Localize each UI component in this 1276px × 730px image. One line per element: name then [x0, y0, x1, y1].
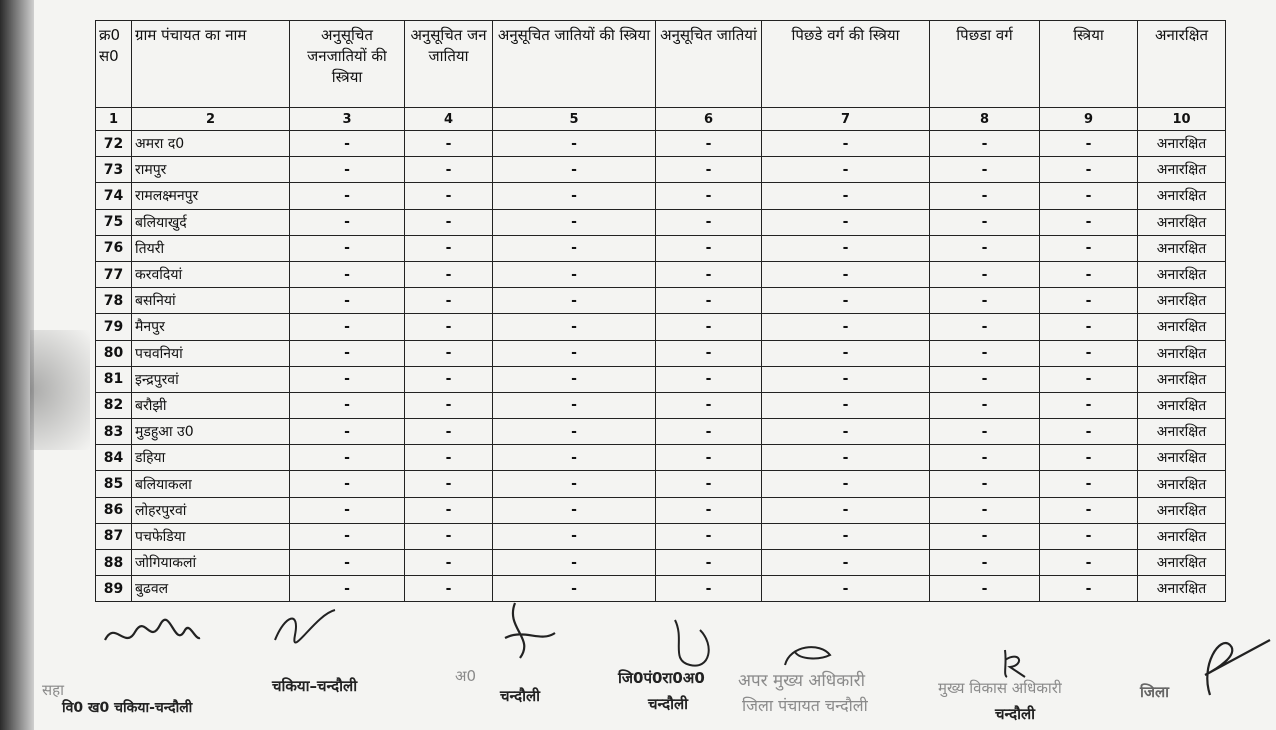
table-row [96, 314, 1226, 340]
empty-dash-cell: - [290, 261, 405, 287]
empty-dash-cell: - [656, 497, 762, 523]
footer-sig4-line2: चन्दौली [648, 695, 689, 713]
table-row [96, 261, 1226, 287]
reservation-status-cell: अनारक्षित [1138, 183, 1226, 209]
empty-dash-cell: - [656, 157, 762, 183]
reservation-status-cell: अनारक्षित [1138, 314, 1226, 340]
col-number: 3 [290, 108, 405, 131]
empty-dash-cell: - [290, 471, 405, 497]
empty-dash-cell: - [1040, 445, 1138, 471]
village-name-cell: लोहरपुरवां [132, 497, 290, 523]
table-row [96, 523, 1226, 549]
serial-number-cell: 81 [96, 366, 132, 392]
empty-dash-cell: - [290, 209, 405, 235]
empty-dash-cell: - [405, 471, 493, 497]
empty-dash-cell: - [405, 445, 493, 471]
empty-dash-cell: - [405, 261, 493, 287]
reservation-table [95, 20, 1226, 602]
footer-sig1-line2: वि0 ख0 चकिया-चन्दौली [62, 700, 193, 716]
reservation-status-cell: अनारक्षित [1138, 209, 1226, 235]
empty-dash-cell: - [762, 419, 930, 445]
village-name-cell: इन्द्रपुरवां [132, 366, 290, 392]
empty-dash-cell: - [405, 209, 493, 235]
empty-dash-cell: - [762, 497, 930, 523]
empty-dash-cell: - [1040, 471, 1138, 497]
serial-number-cell: 79 [96, 314, 132, 340]
village-name-cell: बुढवल [132, 576, 290, 602]
empty-dash-cell: - [493, 445, 656, 471]
footer-sig7-line1: जिला [1140, 683, 1170, 701]
empty-dash-cell: - [930, 131, 1040, 157]
empty-dash-cell: - [930, 157, 1040, 183]
reservation-status-cell: अनारक्षित [1138, 157, 1226, 183]
serial-number-cell: 78 [96, 288, 132, 314]
serial-number-cell: 86 [96, 497, 132, 523]
empty-dash-cell: - [493, 523, 656, 549]
reservation-status-cell: अनारक्षित [1138, 340, 1226, 366]
empty-dash-cell: - [290, 288, 405, 314]
serial-number-cell: 82 [96, 392, 132, 418]
empty-dash-cell: - [1040, 131, 1138, 157]
empty-dash-cell: - [762, 392, 930, 418]
empty-dash-cell: - [656, 183, 762, 209]
table-row [96, 209, 1226, 235]
table-row [96, 471, 1226, 497]
empty-dash-cell: - [656, 314, 762, 340]
empty-dash-cell: - [290, 419, 405, 445]
reservation-status-cell: अनारक्षित [1138, 550, 1226, 576]
empty-dash-cell: - [930, 235, 1040, 261]
serial-number-cell: 84 [96, 445, 132, 471]
footer-sig5-line2: जिला पंचायत चन्दौली [742, 696, 868, 715]
header-unreserved: अनारक्षित [1138, 21, 1226, 108]
empty-dash-cell: - [493, 288, 656, 314]
reservation-status-cell: अनारक्षित [1138, 471, 1226, 497]
empty-dash-cell: - [290, 392, 405, 418]
table-row [96, 288, 1226, 314]
footer-sig6-line1: मुख्य विकास अधिकारी [938, 679, 1062, 697]
village-name-cell: पचवनियां [132, 340, 290, 366]
empty-dash-cell: - [405, 340, 493, 366]
header-serial: क्र0 स0 [96, 21, 132, 108]
signature-footer [0, 610, 1276, 730]
col-number: 8 [930, 108, 1040, 131]
village-name-cell: बलियाखुर्द [132, 209, 290, 235]
empty-dash-cell: - [493, 340, 656, 366]
village-name-cell: रामलक्ष्मनपुर [132, 183, 290, 209]
reservation-status-cell: अनारक्षित [1138, 445, 1226, 471]
col-number: 1 [96, 108, 132, 131]
empty-dash-cell: - [493, 157, 656, 183]
empty-dash-cell: - [1040, 340, 1138, 366]
footer-sig5-line1: अपर मुख्य अधिकारी [738, 671, 866, 691]
village-name-cell: करवदियां [132, 261, 290, 287]
header-sc-women: अनुसूचित जातियों की स्त्रिया [493, 21, 656, 108]
table-row [96, 445, 1226, 471]
empty-dash-cell: - [762, 445, 930, 471]
village-name-cell: तियरी [132, 235, 290, 261]
empty-dash-cell: - [405, 183, 493, 209]
serial-number-cell: 73 [96, 157, 132, 183]
empty-dash-cell: - [405, 576, 493, 602]
empty-dash-cell: - [493, 576, 656, 602]
table-row [96, 576, 1226, 602]
table-row [96, 550, 1226, 576]
empty-dash-cell: - [762, 288, 930, 314]
village-name-cell: अमरा द0 [132, 131, 290, 157]
table-row [96, 183, 1226, 209]
empty-dash-cell: - [493, 183, 656, 209]
footer-sig6-line2: चन्दौली [995, 705, 1036, 723]
empty-dash-cell: - [656, 261, 762, 287]
empty-dash-cell: - [1040, 288, 1138, 314]
signature-6 [995, 645, 1035, 680]
reservation-status-cell: अनारक्षित [1138, 366, 1226, 392]
header-row [96, 21, 1226, 108]
empty-dash-cell: - [1040, 576, 1138, 602]
empty-dash-cell: - [762, 366, 930, 392]
empty-dash-cell: - [493, 471, 656, 497]
empty-dash-cell: - [405, 314, 493, 340]
empty-dash-cell: - [762, 550, 930, 576]
reservation-status-cell: अनारक्षित [1138, 419, 1226, 445]
header-st-women: अनुसूचित जनजातियों की स्त्रिया [290, 21, 405, 108]
footer-sig3-line2: चन्दौली [500, 687, 541, 705]
village-name-cell: मुडहुआ उ0 [132, 419, 290, 445]
empty-dash-cell: - [290, 523, 405, 549]
header-sc: अनुसूचित जातियां [656, 21, 762, 108]
footer-sig3-line1: अ0 [455, 667, 477, 685]
empty-dash-cell: - [930, 550, 1040, 576]
empty-dash-cell: - [290, 157, 405, 183]
col-number: 6 [656, 108, 762, 131]
empty-dash-cell: - [930, 576, 1040, 602]
empty-dash-cell: - [405, 419, 493, 445]
table-row [96, 366, 1226, 392]
empty-dash-cell: - [290, 497, 405, 523]
table-row [96, 235, 1226, 261]
empty-dash-cell: - [290, 183, 405, 209]
empty-dash-cell: - [405, 550, 493, 576]
empty-dash-cell: - [762, 340, 930, 366]
empty-dash-cell: - [493, 314, 656, 340]
reservation-status-cell: अनारक्षित [1138, 235, 1226, 261]
empty-dash-cell: - [1040, 261, 1138, 287]
table-row [96, 497, 1226, 523]
empty-dash-cell: - [930, 497, 1040, 523]
empty-dash-cell: - [762, 576, 930, 602]
empty-dash-cell: - [290, 235, 405, 261]
empty-dash-cell: - [930, 209, 1040, 235]
empty-dash-cell: - [290, 445, 405, 471]
empty-dash-cell: - [762, 261, 930, 287]
empty-dash-cell: - [930, 261, 1040, 287]
empty-dash-cell: - [290, 314, 405, 340]
signature-7 [1180, 625, 1276, 705]
empty-dash-cell: - [405, 157, 493, 183]
header-women: स्त्रिया [1040, 21, 1138, 108]
signature-1 [100, 610, 210, 660]
empty-dash-cell: - [762, 157, 930, 183]
header-st: अनुसूचित जन जातिया [405, 21, 493, 108]
empty-dash-cell: - [930, 523, 1040, 549]
empty-dash-cell: - [290, 576, 405, 602]
village-name-cell: जोगियाकलां [132, 550, 290, 576]
serial-number-cell: 76 [96, 235, 132, 261]
reservation-status-cell: अनारक्षित [1138, 392, 1226, 418]
empty-dash-cell: - [930, 314, 1040, 340]
footer-sig1-line1: सहा [42, 681, 64, 699]
col-number: 5 [493, 108, 656, 131]
empty-dash-cell: - [762, 314, 930, 340]
table-row [96, 340, 1226, 366]
empty-dash-cell: - [762, 471, 930, 497]
empty-dash-cell: - [1040, 366, 1138, 392]
empty-dash-cell: - [405, 523, 493, 549]
empty-dash-cell: - [493, 497, 656, 523]
empty-dash-cell: - [656, 366, 762, 392]
col-number: 7 [762, 108, 930, 131]
empty-dash-cell: - [1040, 523, 1138, 549]
scan-shadow [30, 330, 90, 450]
empty-dash-cell: - [656, 392, 762, 418]
serial-number-cell: 77 [96, 261, 132, 287]
col-number: 10 [1138, 108, 1226, 131]
empty-dash-cell: - [290, 131, 405, 157]
empty-dash-cell: - [405, 392, 493, 418]
serial-number-cell: 88 [96, 550, 132, 576]
reservation-status-cell: अनारक्षित [1138, 576, 1226, 602]
village-name-cell: मैनपुर [132, 314, 290, 340]
table-row [96, 392, 1226, 418]
empty-dash-cell: - [405, 235, 493, 261]
empty-dash-cell: - [405, 288, 493, 314]
empty-dash-cell: - [1040, 550, 1138, 576]
reservation-status-cell: अनारक्षित [1138, 288, 1226, 314]
empty-dash-cell: - [656, 288, 762, 314]
empty-dash-cell: - [762, 183, 930, 209]
village-name-cell: रामपुर [132, 157, 290, 183]
reservation-status-cell: अनारक्षित [1138, 497, 1226, 523]
empty-dash-cell: - [656, 209, 762, 235]
empty-dash-cell: - [493, 235, 656, 261]
empty-dash-cell: - [762, 209, 930, 235]
empty-dash-cell: - [930, 183, 1040, 209]
empty-dash-cell: - [656, 523, 762, 549]
col-number: 2 [132, 108, 290, 131]
village-name-cell: बसनियां [132, 288, 290, 314]
serial-number-cell: 80 [96, 340, 132, 366]
header-village-name: ग्राम पंचायत का नाम [132, 21, 290, 108]
empty-dash-cell: - [290, 340, 405, 366]
empty-dash-cell: - [1040, 183, 1138, 209]
serial-number-cell: 74 [96, 183, 132, 209]
village-name-cell: पचफेडिया [132, 523, 290, 549]
empty-dash-cell: - [930, 419, 1040, 445]
empty-dash-cell: - [493, 550, 656, 576]
col-number: 4 [405, 108, 493, 131]
signature-3 [495, 598, 565, 668]
village-name-cell: बलियाकला [132, 471, 290, 497]
serial-number-cell: 85 [96, 471, 132, 497]
empty-dash-cell: - [656, 445, 762, 471]
empty-dash-cell: - [762, 523, 930, 549]
column-number-row [96, 108, 1226, 131]
empty-dash-cell: - [1040, 497, 1138, 523]
empty-dash-cell: - [493, 131, 656, 157]
empty-dash-cell: - [405, 131, 493, 157]
serial-number-cell: 72 [96, 131, 132, 157]
reservation-status-cell: अनारक्षित [1138, 131, 1226, 157]
empty-dash-cell: - [930, 445, 1040, 471]
footer-sig4-line1: जि0पं0रा0अ0 [618, 669, 705, 687]
empty-dash-cell: - [493, 392, 656, 418]
table-row [96, 157, 1226, 183]
empty-dash-cell: - [290, 550, 405, 576]
empty-dash-cell: - [656, 550, 762, 576]
serial-number-cell: 87 [96, 523, 132, 549]
empty-dash-cell: - [405, 497, 493, 523]
empty-dash-cell: - [1040, 157, 1138, 183]
empty-dash-cell: - [493, 419, 656, 445]
empty-dash-cell: - [1040, 209, 1138, 235]
empty-dash-cell: - [656, 131, 762, 157]
header-obc-women: पिछडे वर्ग की स्त्रिया [762, 21, 930, 108]
signature-4 [660, 615, 720, 675]
serial-number-cell: 75 [96, 209, 132, 235]
signature-5 [780, 640, 840, 670]
footer-sig2-line2: चकिया–चन्दौली [272, 677, 358, 695]
empty-dash-cell: - [762, 235, 930, 261]
header-obc: पिछडा वर्ग [930, 21, 1040, 108]
table-row [96, 131, 1226, 157]
empty-dash-cell: - [1040, 235, 1138, 261]
reservation-status-cell: अनारक्षित [1138, 261, 1226, 287]
reservation-status-cell: अनारक्षित [1138, 523, 1226, 549]
empty-dash-cell: - [930, 288, 1040, 314]
signature-2 [270, 605, 340, 650]
table-row [96, 419, 1226, 445]
serial-number-cell: 83 [96, 419, 132, 445]
empty-dash-cell: - [493, 209, 656, 235]
empty-dash-cell: - [762, 131, 930, 157]
empty-dash-cell: - [656, 471, 762, 497]
empty-dash-cell: - [405, 366, 493, 392]
empty-dash-cell: - [656, 419, 762, 445]
village-name-cell: बरौझी [132, 392, 290, 418]
empty-dash-cell: - [493, 261, 656, 287]
empty-dash-cell: - [930, 471, 1040, 497]
serial-number-cell: 89 [96, 576, 132, 602]
empty-dash-cell: - [930, 340, 1040, 366]
col-number: 9 [1040, 108, 1138, 131]
empty-dash-cell: - [1040, 419, 1138, 445]
empty-dash-cell: - [656, 235, 762, 261]
empty-dash-cell: - [656, 340, 762, 366]
empty-dash-cell: - [290, 366, 405, 392]
empty-dash-cell: - [930, 366, 1040, 392]
empty-dash-cell: - [930, 392, 1040, 418]
empty-dash-cell: - [1040, 314, 1138, 340]
empty-dash-cell: - [1040, 392, 1138, 418]
empty-dash-cell: - [656, 576, 762, 602]
village-name-cell: डहिया [132, 445, 290, 471]
empty-dash-cell: - [493, 366, 656, 392]
